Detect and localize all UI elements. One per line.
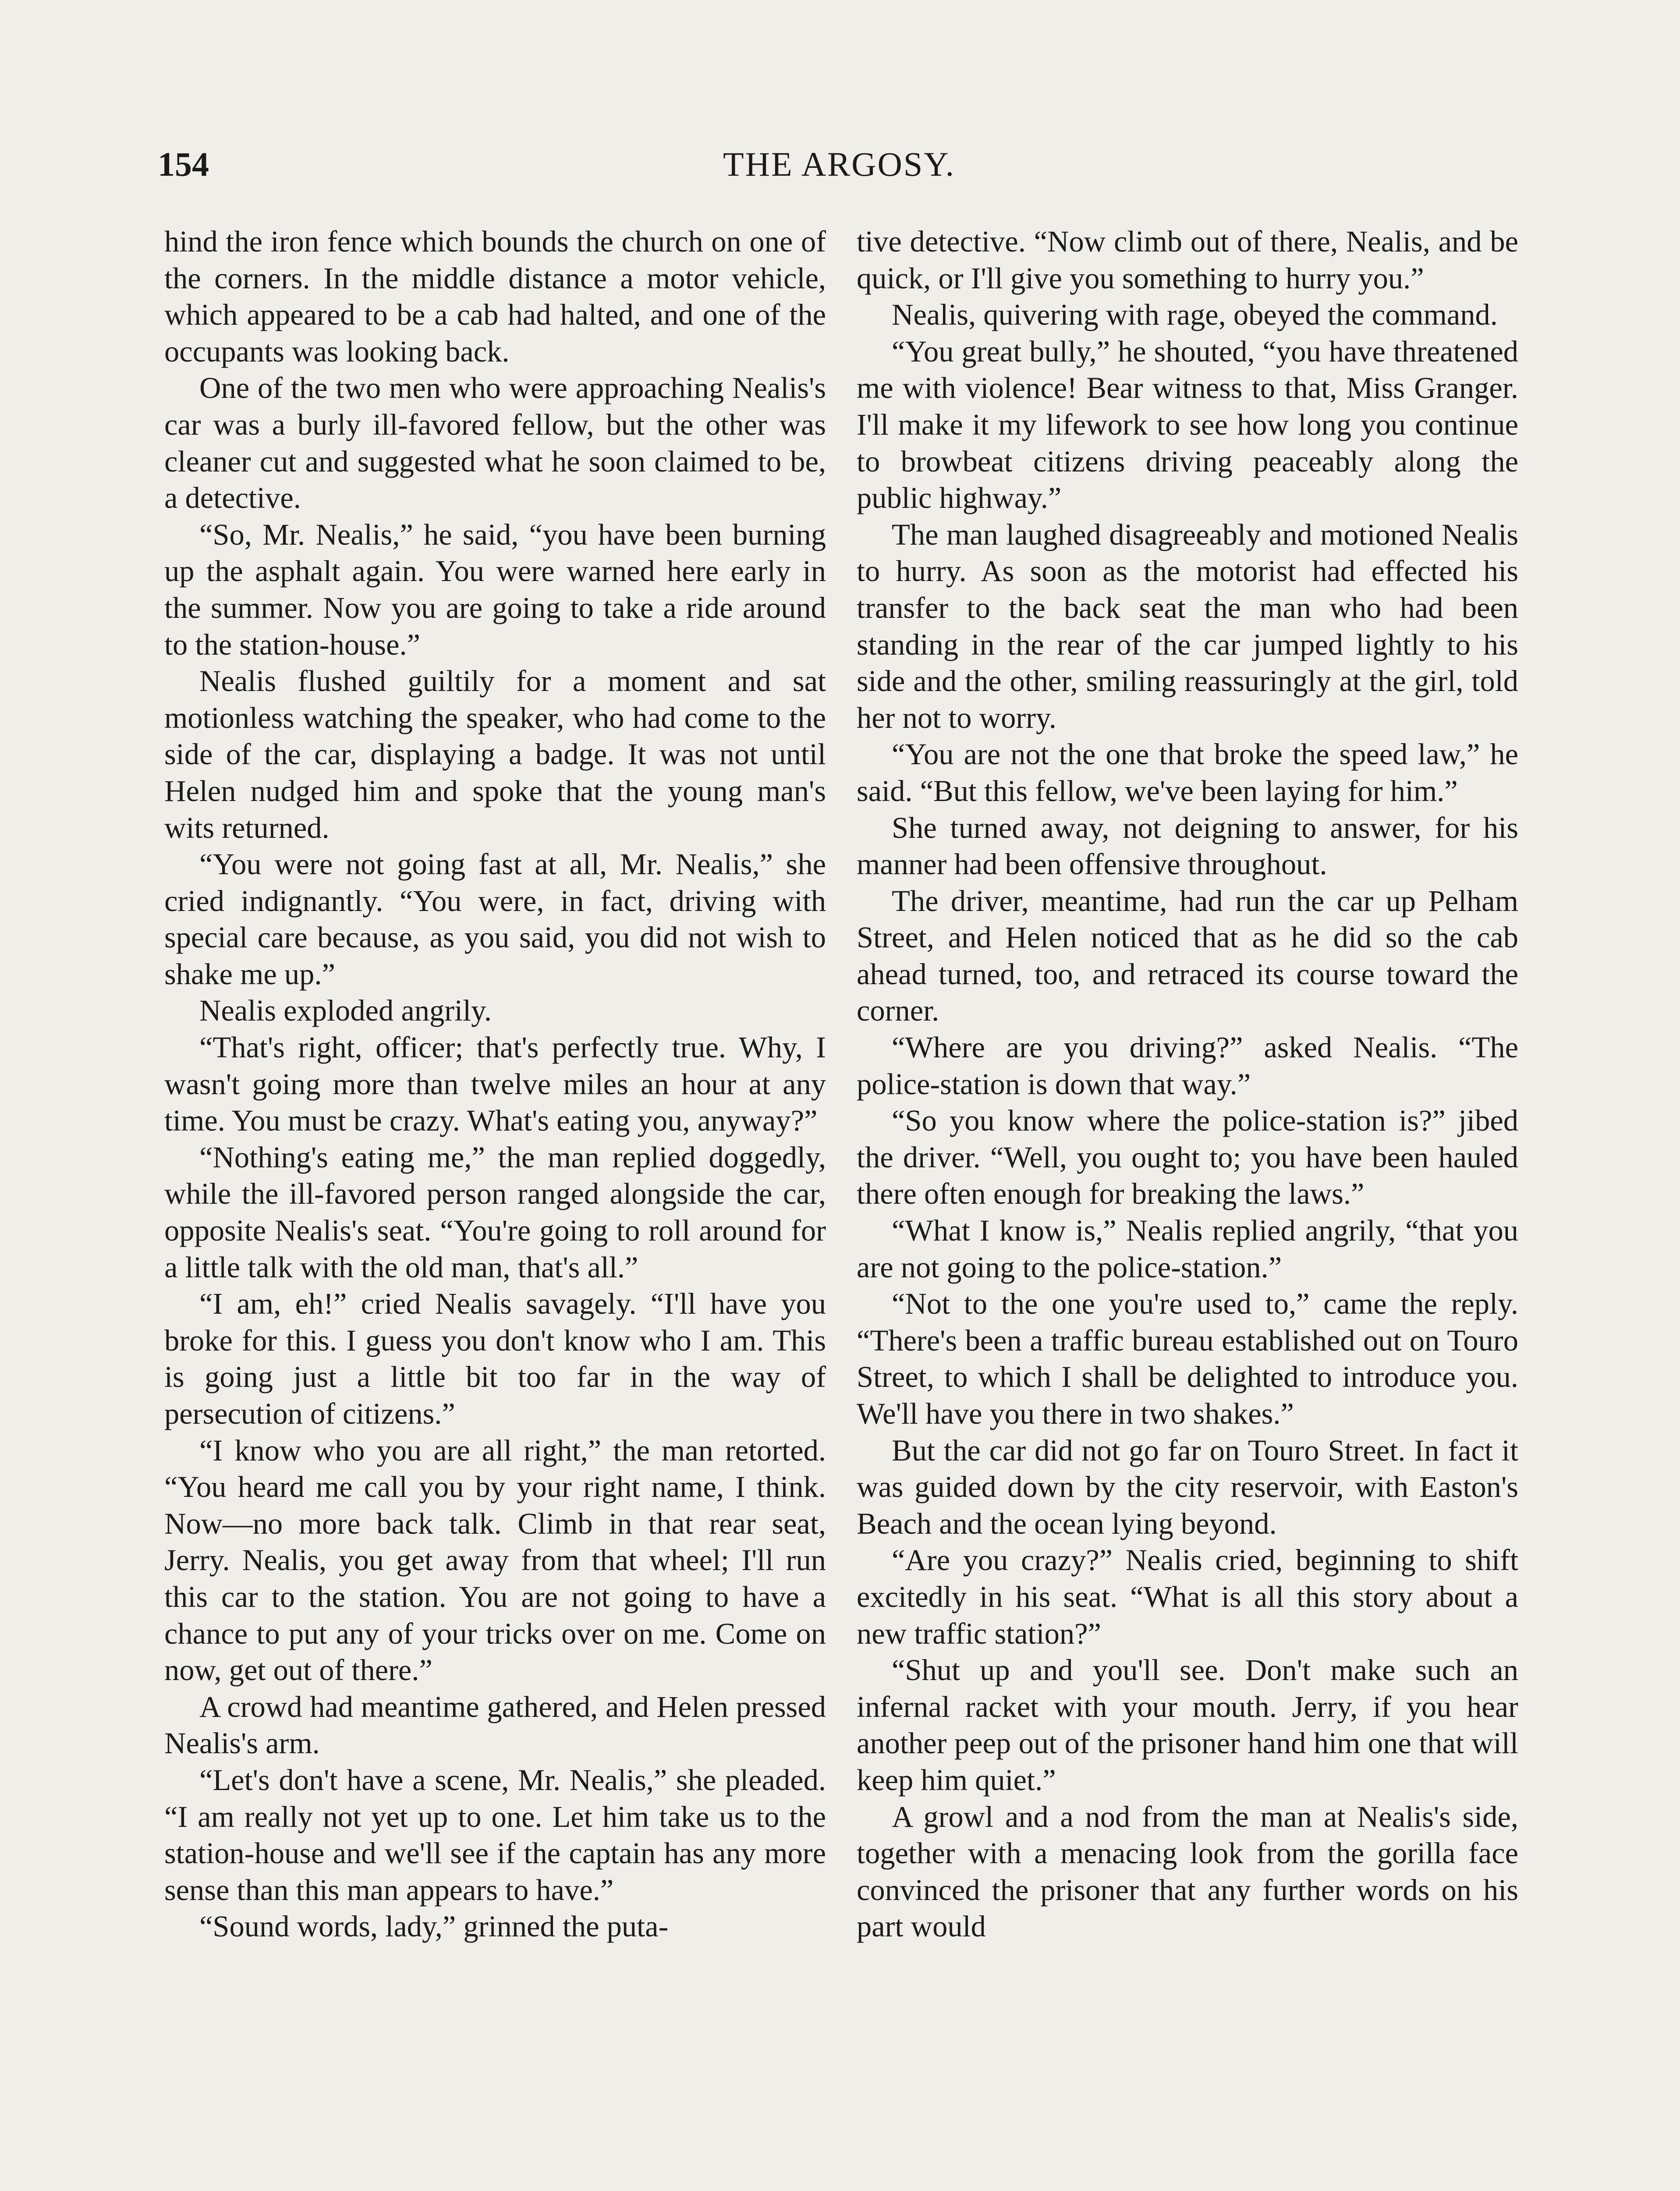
paragraph: “Not to the one you're used to,” came the reply. “There's been a traffic bureau established out on Touro Street, to which I shall be delighted to introduce you. We'll have you there in two shakes.” — [857, 1287, 1518, 1430]
paragraph: “I am, eh!” cried Nealis savagely. “I'll have you broke for this. I guess you don't know who I am. This is going just a little bit too far in the way of persecution of citizens.” — [164, 1287, 826, 1430]
paragraph: “You were not going fast at all, Mr. Nealis,” she cried indignantly. “You were, in fact, driving with special care because, as you said, you did not wish to shake me up.” — [164, 847, 826, 991]
paragraph: “Where are you driving?” asked Nealis. “The police-station is down that way.” — [857, 1031, 1518, 1101]
paragraph: “Sound words, lady,” grinned the puta- — [199, 1910, 669, 1943]
page-header — [158, 145, 1521, 193]
paragraph: The man laughed disagreeably and motioned Nealis to hurry. As soon as the motorist had effected his transfer to the back seat the man who had been standing in the rear of the car jumped lightly to his side and the other, smiling reassuringly at the girl, told her not to worry. — [857, 518, 1518, 734]
paragraph: Nealis, quivering with rage, obeyed the command. — [892, 298, 1498, 332]
paragraph: “I know who you are all right,” the man retorted. “You heard me call you by your right name, I think. Now—no more back talk. Climb in that rear seat, Jerry. Nealis, you get away from that wheel; I'll run this car to the station. You are not going to have a chance to put any of your tricks over on me. Come on now, get out of there.” — [164, 1433, 826, 1687]
paragraph: “What I know is,” Nealis replied angrily, “that you are not going to the police-station.” — [857, 1214, 1518, 1284]
paragraph: hind the iron fence which bounds the church on one of the corners. In the middle distance a motor vehicle, which appeared to be a cab had halted, and one of the occupants was looking back. — [164, 225, 826, 368]
paragraph: “Let's don't have a scene, Mr. Nealis,” she pleaded. “I am really not yet up to one. Let him take us to the station-house and we'll see if the captain has any more sense than this man appears to have.” — [164, 1763, 826, 1907]
right-column — [857, 223, 1518, 1945]
paragraph: tive detective. “Now climb out of there, Nealis, and be quick, or I'll give you something to hurry you.” — [857, 225, 1518, 295]
paragraph: Nealis exploded angrily. — [199, 994, 492, 1028]
paragraph: She turned away, not deigning to answer, for his manner had been offensive throughout. — [857, 811, 1518, 881]
paragraph: A crowd had meantime gathered, and Helen pressed Nealis's arm. — [164, 1690, 826, 1760]
left-column — [164, 223, 826, 1945]
paragraph: The driver, meantime, had run the car up Pelham Street, and Helen noticed that as he did so the cab ahead turned, too, and retraced its course toward the corner. — [857, 884, 1518, 1028]
paragraph: “You great bully,” he shouted, “you have threatened me with violence! Bear witness to that, Miss Granger. I'll make it my lifework to see how long you continue to browbeat citizens driving peaceably along the public highway.” — [857, 334, 1518, 515]
paragraph: A growl and a nod from the man at Nealis's side, together with a menacing look from the gorilla face convinced the prisoner that any further words on his part would — [857, 1800, 1518, 1943]
paragraph: “Shut up and you'll see. Don't make such an infernal racket with your mouth. Jerry, if you hear another peep out of the prisoner hand him one that will keep him quiet.” — [857, 1653, 1518, 1797]
paragraph: “That's right, officer; that's perfectly true. Why, I wasn't going more than twelve miles an hour at any time. You must be crazy. What's eating you, anyway?” — [164, 1031, 826, 1138]
paragraph: “So, Mr. Nealis,” he said, “you have been burning up the asphalt again. You were warned here early in the summer. Now you are going to take a ride around to the station-house.” — [164, 518, 826, 661]
paragraph: One of the two men who were approaching Nealis's car was a burly ill-favored fellow, but the other was cleaner cut and suggested what he soon claimed to be, a detective. — [164, 371, 826, 515]
running-head: THE ARGOSY. — [723, 145, 955, 183]
page-number: 154 — [158, 145, 209, 183]
paragraph: “Are you crazy?” Nealis cried, beginning to shift excitedly in his seat. “What is all this story about a new traffic station?” — [857, 1543, 1518, 1650]
paragraph: “You are not the one that broke the speed law,” he said. “But this fellow, we've been laying for him.” — [857, 737, 1518, 808]
paragraph: “So you know where the police-station is?” jibed the driver. “Well, you ought to; you have been hauled there often enough for breaking the laws.” — [857, 1104, 1518, 1211]
paragraph: Nealis flushed guiltily for a moment and sat motionless watching the speaker, who had come to the side of the car, displaying a badge. It was not until Helen nudged him and spoke that the young man's wits returned. — [164, 664, 826, 844]
paragraph: “Nothing's eating me,” the man replied doggedly, while the ill-favored person ranged alongside the car, opposite Nealis's seat. “You're going to roll around for a little talk with the old man, that's all.” — [164, 1140, 826, 1284]
paragraph: But the car did not go far on Touro Street. In fact it was guided down by the city reservoir, with Easton's Beach and the ocean lying beyond. — [857, 1433, 1518, 1540]
